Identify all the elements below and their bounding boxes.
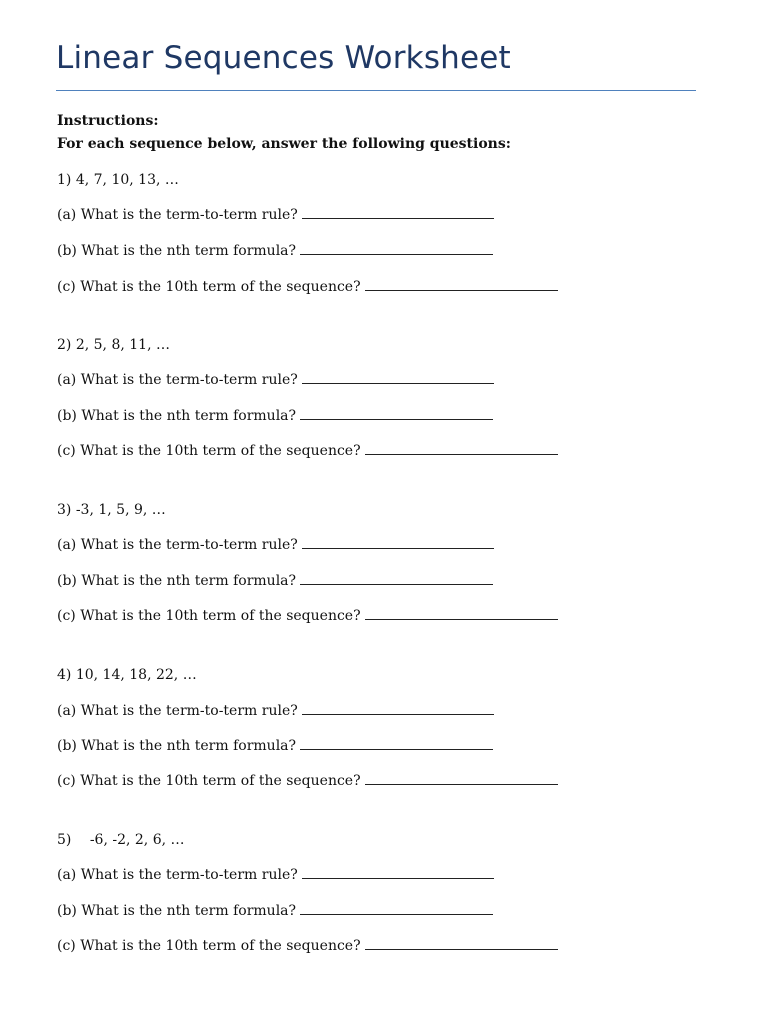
sequence-number: 4) xyxy=(57,667,72,683)
question-a-text: (a) What is the term-to-term rule? xyxy=(57,207,298,223)
question-b-text: (b) What is the nth term formula? xyxy=(57,243,297,259)
question-b-text: (b) What is the nth term formula? xyxy=(57,903,297,919)
question-c-text: (c) What is the 10th term of the sequence? xyxy=(57,443,361,459)
question-b-text: (b) What is the nth term formula? xyxy=(57,738,297,754)
sequence-number: 5) xyxy=(57,832,72,848)
sequence-5-question-c xyxy=(57,937,558,955)
sequence-1-question-c xyxy=(57,278,558,296)
sequence-3-question-a xyxy=(57,536,494,554)
answer-blank-4b[interactable] xyxy=(300,748,493,750)
instructions-label: Instructions: xyxy=(57,113,159,129)
question-a-text: (a) What is the term-to-term rule? xyxy=(57,372,298,388)
instructions-text: For each sequence below, answer the following questions: xyxy=(57,136,511,152)
sequence-4-question-b xyxy=(57,737,493,755)
sequence-5-question-a xyxy=(57,866,494,884)
sequence-4-question-a xyxy=(57,702,494,720)
answer-blank-1b[interactable] xyxy=(300,253,493,255)
answer-blank-3c[interactable] xyxy=(365,618,558,620)
sequence-number: 2) xyxy=(57,337,72,353)
sequence-1-question-a xyxy=(57,206,494,224)
sequence-terms: 4, 7, 10, 13, … xyxy=(75,172,179,188)
sequence-2-question-c xyxy=(57,442,558,460)
page-title: Linear Sequences Worksheet xyxy=(56,40,511,76)
sequence-4-header xyxy=(57,666,197,684)
answer-blank-2a[interactable] xyxy=(302,382,494,384)
sequence-number: 1) xyxy=(57,172,72,188)
answer-blank-1c[interactable] xyxy=(365,289,558,291)
question-b-text: (b) What is the nth term formula? xyxy=(57,408,297,424)
answer-blank-5a[interactable] xyxy=(302,877,494,879)
sequence-3-question-c xyxy=(57,607,558,625)
title-divider xyxy=(56,90,696,91)
sequence-terms: 10, 14, 18, 22, … xyxy=(75,667,197,683)
answer-blank-5c[interactable] xyxy=(365,948,558,950)
sequence-terms: -3, 1, 5, 9, … xyxy=(75,502,166,518)
sequence-3-header xyxy=(57,501,166,519)
question-c-text: (c) What is the 10th term of the sequence? xyxy=(57,279,361,295)
sequence-2-question-b xyxy=(57,407,493,425)
answer-blank-2b[interactable] xyxy=(300,418,493,420)
sequence-1-question-b xyxy=(57,242,493,260)
answer-blank-3b[interactable] xyxy=(300,583,493,585)
question-b-text: (b) What is the nth term formula? xyxy=(57,573,297,589)
sequence-terms: -6, -2, 2, 6, … xyxy=(89,832,185,848)
answer-blank-4c[interactable] xyxy=(365,783,558,785)
question-c-text: (c) What is the 10th term of the sequence? xyxy=(57,773,361,789)
sequence-2-question-a xyxy=(57,371,494,389)
sequence-terms: 2, 5, 8, 11, … xyxy=(75,337,170,353)
answer-blank-1a[interactable] xyxy=(302,217,494,219)
answer-blank-5b[interactable] xyxy=(300,913,493,915)
answer-blank-2c[interactable] xyxy=(365,453,558,455)
question-a-text: (a) What is the term-to-term rule? xyxy=(57,867,298,883)
sequence-1-header xyxy=(57,171,179,189)
sequence-2-header xyxy=(57,336,170,354)
sequence-4-question-c xyxy=(57,772,558,790)
question-a-text: (a) What is the term-to-term rule? xyxy=(57,703,298,719)
question-c-text: (c) What is the 10th term of the sequence? xyxy=(57,938,361,954)
sequence-3-question-b xyxy=(57,572,493,590)
sequence-5-header xyxy=(57,831,185,849)
sequence-5-question-b xyxy=(57,902,493,920)
question-c-text: (c) What is the 10th term of the sequence? xyxy=(57,608,361,624)
answer-blank-4a[interactable] xyxy=(302,713,494,715)
sequence-number: 3) xyxy=(57,502,72,518)
answer-blank-3a[interactable] xyxy=(302,547,494,549)
question-a-text: (a) What is the term-to-term rule? xyxy=(57,537,298,553)
